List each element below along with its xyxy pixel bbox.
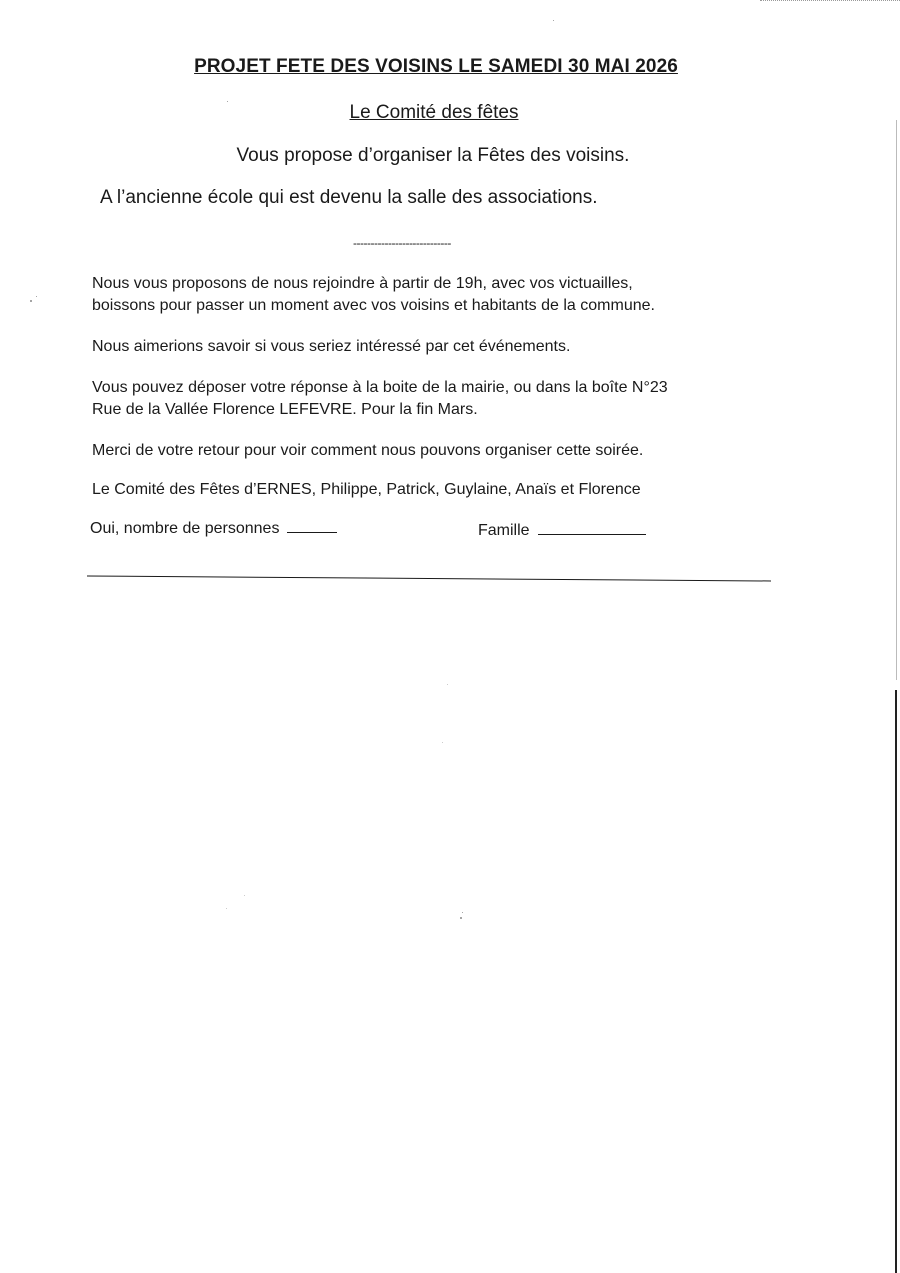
document-subtitle: Le Comité des fêtes [349,102,519,123]
scan-speck [30,300,32,302]
paragraph-interest: Nous aimerions savoir si vous seriez intéressé par cet événements. [92,338,571,355]
intro-line-1: Vous propose d’organiser la Fêtes des voisins. [236,145,630,166]
paragraph-reply-instructions [92,377,668,421]
reply-form [90,516,690,540]
scan-speck [442,742,443,743]
paragraph-invitation-line-1: Nous vous proposons de nous rejoindre à partir de 19h, avec vos victuailles, [92,275,633,292]
paragraph-invitation [92,273,655,317]
section-divider: ---------------------------- [353,236,451,250]
scan-speck [227,101,228,102]
scan-speck [460,917,462,919]
signature-line: Le Comité des Fêtes d’ERNES, Philippe, Patrick, Guylaine, Anaïs et Florence [92,481,641,498]
intro-line-2: A l’ancienne école qui est devenu la salle des associations. [100,187,598,208]
family-name-field[interactable] [478,518,646,540]
scan-speck [553,20,554,21]
people-count-field[interactable] [90,516,337,538]
document-title: PROJET FETE DES VOISINS LE SAMEDI 30 MAI 2026 [194,56,678,77]
scan-speck [244,895,245,896]
scan-edge-faint-line [896,120,897,680]
paragraph-reply-line-2: Rue de la Vallée Florence LEFEVRE. Pour la fin Mars. [92,401,478,418]
people-count-blank[interactable] [287,516,337,533]
paragraph-reply-line-1: Vous pouvez déposer votre réponse à la boite de la mairie, ou dans la boîte N°23 [92,379,668,396]
family-name-blank[interactable] [538,518,646,535]
scan-speck [36,296,37,297]
scan-edge-line [895,690,897,1273]
scan-speck [447,684,448,685]
family-name-label: Famille [478,522,530,539]
scan-edge-dots [760,0,900,1]
scan-speck [462,912,463,913]
cut-line [87,573,771,583]
scan-speck [226,908,227,909]
paragraph-invitation-line-2: boissons pour passer un moment avec vos voisins et habitants de la commune. [92,297,655,314]
paragraph-thanks: Merci de votre retour pour voir comment nous pouvons organiser cette soirée. [92,442,644,459]
people-count-label: Oui, nombre de personnes [90,520,280,537]
